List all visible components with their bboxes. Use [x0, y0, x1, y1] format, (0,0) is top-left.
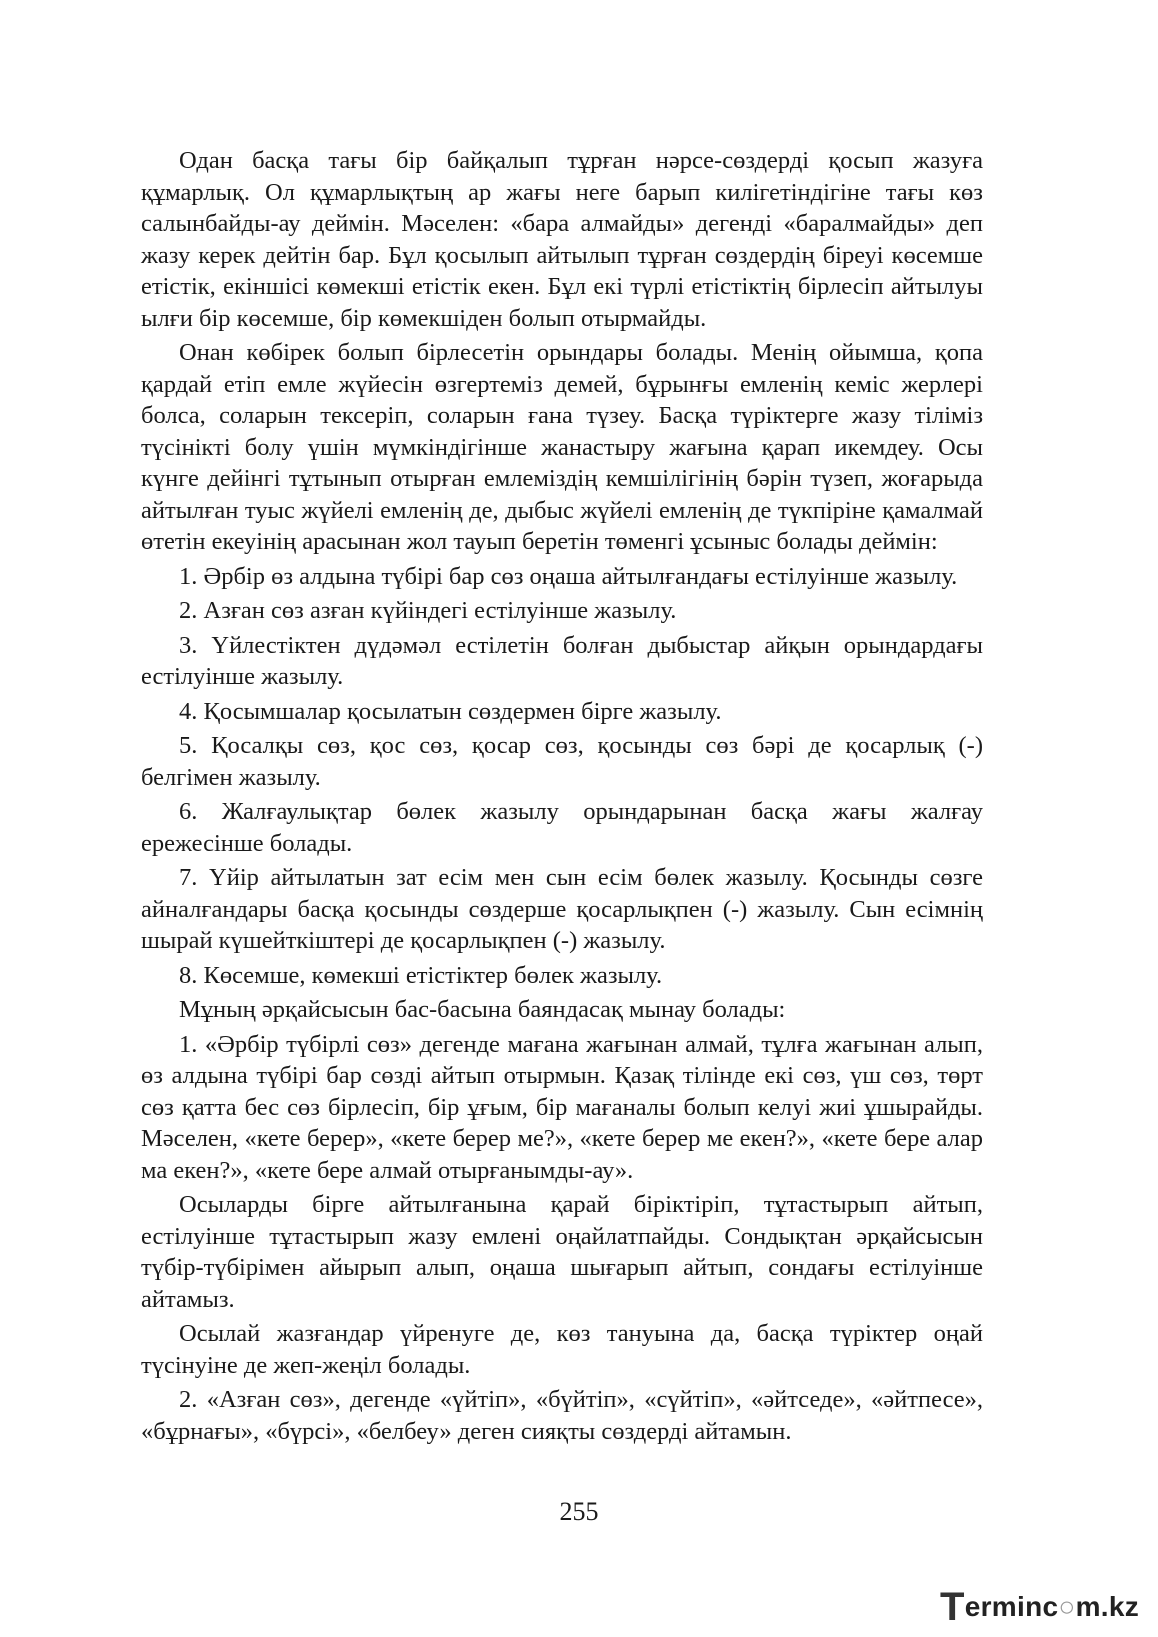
paragraph: Онан көбірек болып бірлесетін орындары болады. Менің ойымша, қопа қардай етіп емле жүйесін өзгертеміз демей, бұрынғы емленің кеміс жерлері болса, соларын тексеріп, соларын ғана түзеу. Басқа түріктерге жазу тіліміз түсінікті болу үшін мүмкіндігінше жанастыру жағына қарап икемдеу. Осы күнге дейінгі тұтынып отырған емлеміздің кемшілігінің бәрін түзеп, жоғарыда айтылған туыс жүйелі емленің де, дыбыс жүйелі емленің де түкпіріне қамалмай өтетін екеуінің арасынан жол тауып беретін төменгі ұсыныс болады деймін:: [141, 339, 983, 555]
list-item: 1. Әрбір өз алдына түбірі бар сөз оңаша айтылғандағы естілуінше жазылу.: [179, 562, 958, 590]
paragraph: Одан басқа тағы бір байқалып тұрған нәрсе-сөздерді қосып жазуға құмарлық. Ол құмарлықтың ар жағы неге барып килігетіндігіне тағы көз салынбайды-ау деймін. Мәселен: «бара алмайды» дегенді «баралмайды» деп жазу керек дейтін бар. Бұл қосылып айтылып тұрған сөздердің біреуі көсемше етістік, екіншісі көмекші етістік екен. Бұл екі түрлі етістіктің бірлесіп айтылуы ылғи бір көсемше, бір көмекшіден болып отырмайды.: [141, 147, 983, 332]
list-item: 3. Үйлестіктен дүдәмәл естілетін болған дыбыстар айқын орындардағы естілуінше жазылу.: [141, 631, 983, 690]
paragraph: Осыларды бірге айтылғанына қарай біріктіріп, тұтастырып айтып, естілуінше тұтастырып жазу емлені оңайлатпайды. Сондықтан әрқайсысын түбір-түбірімен айырып алып, оңаша шығарып айтып, сондағы естілуінше айтамыз.: [141, 1191, 983, 1313]
list-item: 6. Жалғаулықтар бөлек жазылу орындарынан басқа жағы жалғау ережесінше болады.: [141, 798, 983, 857]
list-item: 8. Көсемше, көмекші етістіктер бөлек жазылу.: [179, 961, 663, 989]
paragraph: Мұның әрқайсысын бас-басына баяндасақ мынау болады:: [179, 996, 786, 1023]
watermark-logo: [940, 1584, 1140, 1629]
page-body: [141, 145, 983, 1450]
magnifier-icon: ○: [1058, 1591, 1076, 1622]
list-item: 4. Қосымшалар қосылатын сөздермен бірге жазылу.: [179, 697, 722, 725]
list-item: 7. Үйір айтылатын зат есім мен сын есім бөлек жазылу. Қосынды сөзге айналғандары басқа қосынды сөздерше қосарлықпен (-) жазылу. Сын есімнің шырай күшейткіштері де қосарлықпен (-) жазылу.: [141, 864, 983, 954]
paragraph: 1. «Әрбір түбірлі сөз» дегенде мағана жағынан алмай, тұлға жағынан алып, өз алдына түбірі бар сөзді айтып отырмын. Қазақ тілінде екі сөз, үш сөз, төрт сөз қатта бес сөз бірлесіп, бір ұғым, бір мағаналы болып келуі жиі ұшырайды. Мәселен, «кете берер», «кете берер ме?», «кете берер ме екен?», «кете бере алар ма екен?», «кете бере алмай отырғанымды-ау».: [141, 1030, 983, 1184]
watermark-letter: T: [940, 1584, 965, 1629]
paragraph: 2. «Азған сөз», дегенде «үйтіп», «бүйтіп», «сүйтіп», «әйтседе», «әйтпесе», «бұрнағы», «бүрсі», «белбеу» деген сияқты сөздерді айтамын.: [141, 1386, 983, 1445]
watermark-text: erminc: [964, 1591, 1059, 1622]
page-number: 255: [559, 1497, 599, 1526]
watermark-domain: m.kz: [1075, 1591, 1140, 1622]
list-item: 5. Қосалқы сөз, қос сөз, қосар сөз, қосынды сөз бәрі де қосарлық (-) белгімен жазылу.: [141, 732, 983, 791]
list-item: 2. Азған сөз азған күйіндегі естілуінше жазылу.: [179, 597, 677, 624]
paragraph: Осылай жазғандар үйренуге де, көз тануына да, басқа түріктер оңай түсінуіне де жеп-жеңіл болады.: [141, 1320, 983, 1379]
